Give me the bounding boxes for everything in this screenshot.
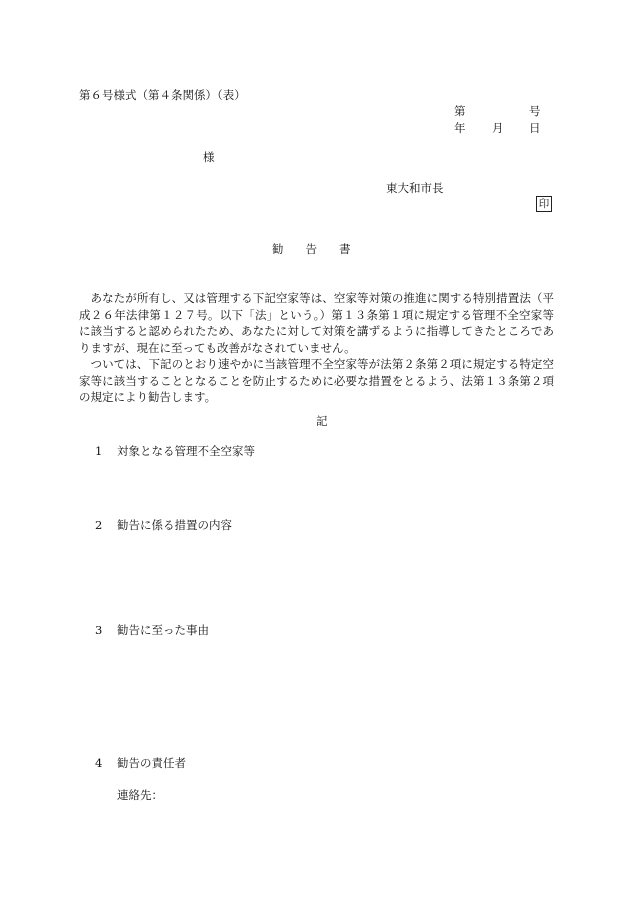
item-target-property bbox=[95, 446, 255, 458]
item-responsible-person bbox=[95, 758, 186, 770]
item-label: 対象となる管理不全空家等 bbox=[117, 444, 255, 458]
date-day-label: 日 bbox=[529, 121, 541, 135]
item-measures bbox=[95, 520, 232, 532]
item-number: 3 bbox=[95, 623, 103, 637]
item-label: 勧告に係る措置の内容 bbox=[117, 518, 232, 532]
ki-heading: 記 bbox=[316, 414, 328, 428]
contact-label: 連絡先： bbox=[117, 788, 163, 802]
seal-stamp: 印 bbox=[536, 196, 552, 212]
issuer-name: 東大和市長 bbox=[386, 181, 444, 195]
item-reason bbox=[95, 625, 209, 637]
item-number: 4 bbox=[95, 756, 103, 770]
body-text bbox=[79, 290, 554, 406]
document-title: 勧告書 bbox=[272, 242, 373, 256]
addressee-honorific: 様 bbox=[203, 150, 215, 164]
item-number: 2 bbox=[95, 518, 103, 532]
body-paragraph: ついては、下記のとおり速やかに当該管理不全空家等が法第２条第２項に規定する特定空家等に該当することとなることを防止するために必要な措置をとるよう、法第１３条第２項の規定により勧告します。 bbox=[79, 357, 554, 404]
document-number-suffix: 号 bbox=[529, 104, 541, 118]
item-label: 勧告に至った事由 bbox=[117, 623, 209, 637]
item-label: 勧告の責任者 bbox=[117, 756, 186, 770]
date-month-label: 月 bbox=[492, 121, 504, 135]
form-title: 第６号様式（第４条関係）（表） bbox=[79, 88, 246, 102]
date-year-label: 年 bbox=[454, 121, 466, 135]
body-paragraph: あなたが所有し、又は管理する下記空家等は、空家等対策の推進に関する特別措置法（平成２６年法律第１２７号。以下「法」という。）第１３条第１項に規定する管理不全空家等に該当すると認められたため、あなたに対して対策を講ずるように指導してきたところでありますが、現在に至っても改善がなされていません。 bbox=[79, 291, 554, 355]
item-number: 1 bbox=[95, 444, 103, 458]
document-number-prefix: 第 bbox=[454, 104, 466, 118]
